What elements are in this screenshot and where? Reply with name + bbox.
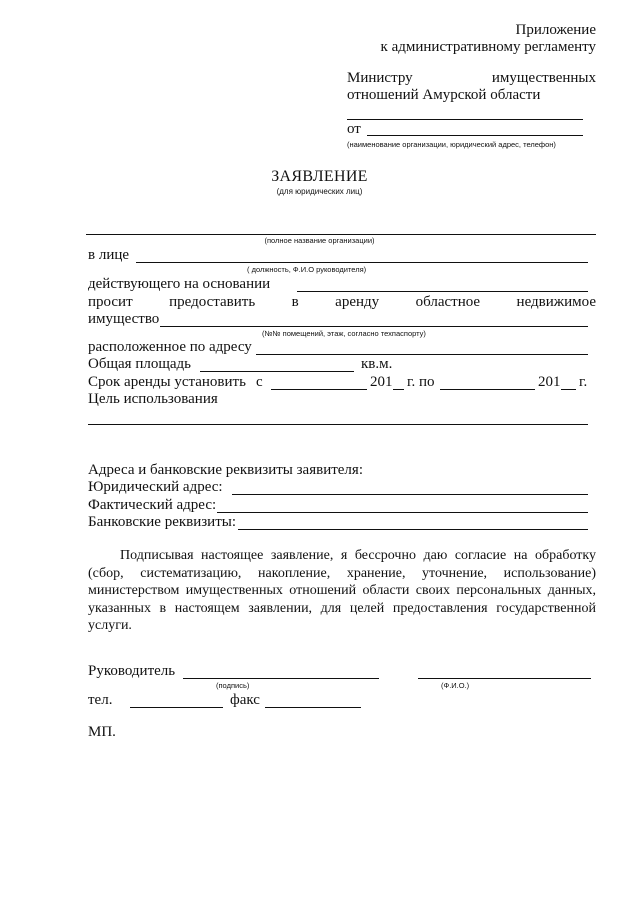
consent-line xyxy=(88,565,596,583)
fio-caption: (Ф.И.О.) xyxy=(441,681,470,690)
property-line[interactable] xyxy=(160,326,588,327)
request-word: предоставить xyxy=(169,294,256,310)
consent-line xyxy=(88,547,596,565)
legal-address-line[interactable] xyxy=(232,494,588,495)
appendix-label: Приложение xyxy=(515,22,596,38)
org-name-caption: (полное название организации) xyxy=(264,236,375,245)
recipient-line-1 xyxy=(347,70,596,87)
consent-line xyxy=(88,600,596,618)
request-word: недвижимое xyxy=(516,294,596,310)
request-word: аренду xyxy=(335,294,380,310)
consent-paragraph xyxy=(88,547,596,635)
request-word: просит xyxy=(88,294,133,310)
term-label: Срок аренды установить xyxy=(88,374,246,390)
bank-line[interactable] xyxy=(238,529,588,530)
area-unit: кв.м. xyxy=(361,356,393,372)
area-line[interactable] xyxy=(200,371,354,372)
consent-text: услуги. xyxy=(88,618,132,633)
term-to-label: г. по xyxy=(407,374,435,390)
consent-text: Подписывая настоящее заявление, я бессрочно даю согласие на обработку xyxy=(120,548,596,563)
recipient-word: Министру xyxy=(347,70,413,86)
org-name-line[interactable] xyxy=(86,234,596,235)
consent-line xyxy=(88,582,596,600)
term-year-1-line[interactable] xyxy=(393,389,404,390)
page-subtitle: (для юридических лиц) xyxy=(276,187,363,196)
term-from-line[interactable] xyxy=(271,389,367,390)
bank-label: Банковские реквизиты: xyxy=(88,514,237,530)
signature-line[interactable] xyxy=(183,678,379,679)
recipient-line-2: отношений Амурской области xyxy=(347,87,541,103)
term-to-line[interactable] xyxy=(440,389,535,390)
signature-caption: (подпись) xyxy=(216,681,250,690)
basis-line[interactable] xyxy=(297,291,588,292)
term-year-1: 201 xyxy=(370,374,393,390)
phone-line[interactable] xyxy=(130,707,223,708)
consent-line xyxy=(88,617,596,635)
from-blank-line[interactable] xyxy=(367,135,583,136)
actual-address-line[interactable] xyxy=(217,512,588,513)
premises-caption: (№№ помещений, этаж, согласно техпаспорту) xyxy=(262,329,426,338)
actual-address-label: Фактический адрес: xyxy=(88,497,217,513)
requisites-heading: Адреса и банковские реквизиты заявителя: xyxy=(88,462,363,478)
fax-label: факс xyxy=(230,692,260,708)
request-word: областное xyxy=(415,294,481,310)
term-end-label: г. xyxy=(579,374,588,390)
term-from: с xyxy=(256,374,263,390)
regulation-label: к административному регламенту xyxy=(380,39,596,55)
term-year-2-line[interactable] xyxy=(561,389,576,390)
head-label: Руководитель xyxy=(88,663,176,679)
fio-line[interactable] xyxy=(418,678,591,679)
request-word: в xyxy=(291,294,299,310)
purpose-line[interactable] xyxy=(88,424,588,425)
location-label: расположенное по адресу xyxy=(88,339,252,355)
term-year-2: 201 xyxy=(538,374,561,390)
from-caption: (наименование организации, юридический адрес, телефон) xyxy=(347,140,556,149)
consent-text: министерством имущественных отношений области своих персональных данных, xyxy=(88,583,596,598)
page-title: ЗАЯВЛЕНИЕ xyxy=(271,168,368,185)
fax-line[interactable] xyxy=(265,707,361,708)
in-person-line[interactable] xyxy=(136,262,588,263)
recipient-word: имущественных xyxy=(491,70,596,86)
consent-text: указанных в настоящем заявлении, для целей предоставления государственной xyxy=(88,600,596,616)
legal-address-label: Юридический адрес: xyxy=(88,479,223,495)
request-line xyxy=(88,294,596,311)
person-caption: ( должность, Ф.И.О руководителя) xyxy=(247,265,367,274)
area-label: Общая площадь xyxy=(88,356,192,372)
recipient-blank-line[interactable] xyxy=(347,119,583,120)
purpose-label: Цель использования xyxy=(88,391,218,407)
stamp-label: МП. xyxy=(88,724,116,740)
from-label: от xyxy=(347,121,361,137)
property-label: имущество xyxy=(88,311,160,327)
location-line[interactable] xyxy=(256,354,588,355)
consent-text: (сбор, систематизацию, накопление, хранение, уточнение, использование) xyxy=(88,565,596,581)
basis-label: действующего на основании xyxy=(88,276,271,292)
in-person-label: в лице xyxy=(88,247,130,263)
phone-label: тел. xyxy=(88,692,113,708)
